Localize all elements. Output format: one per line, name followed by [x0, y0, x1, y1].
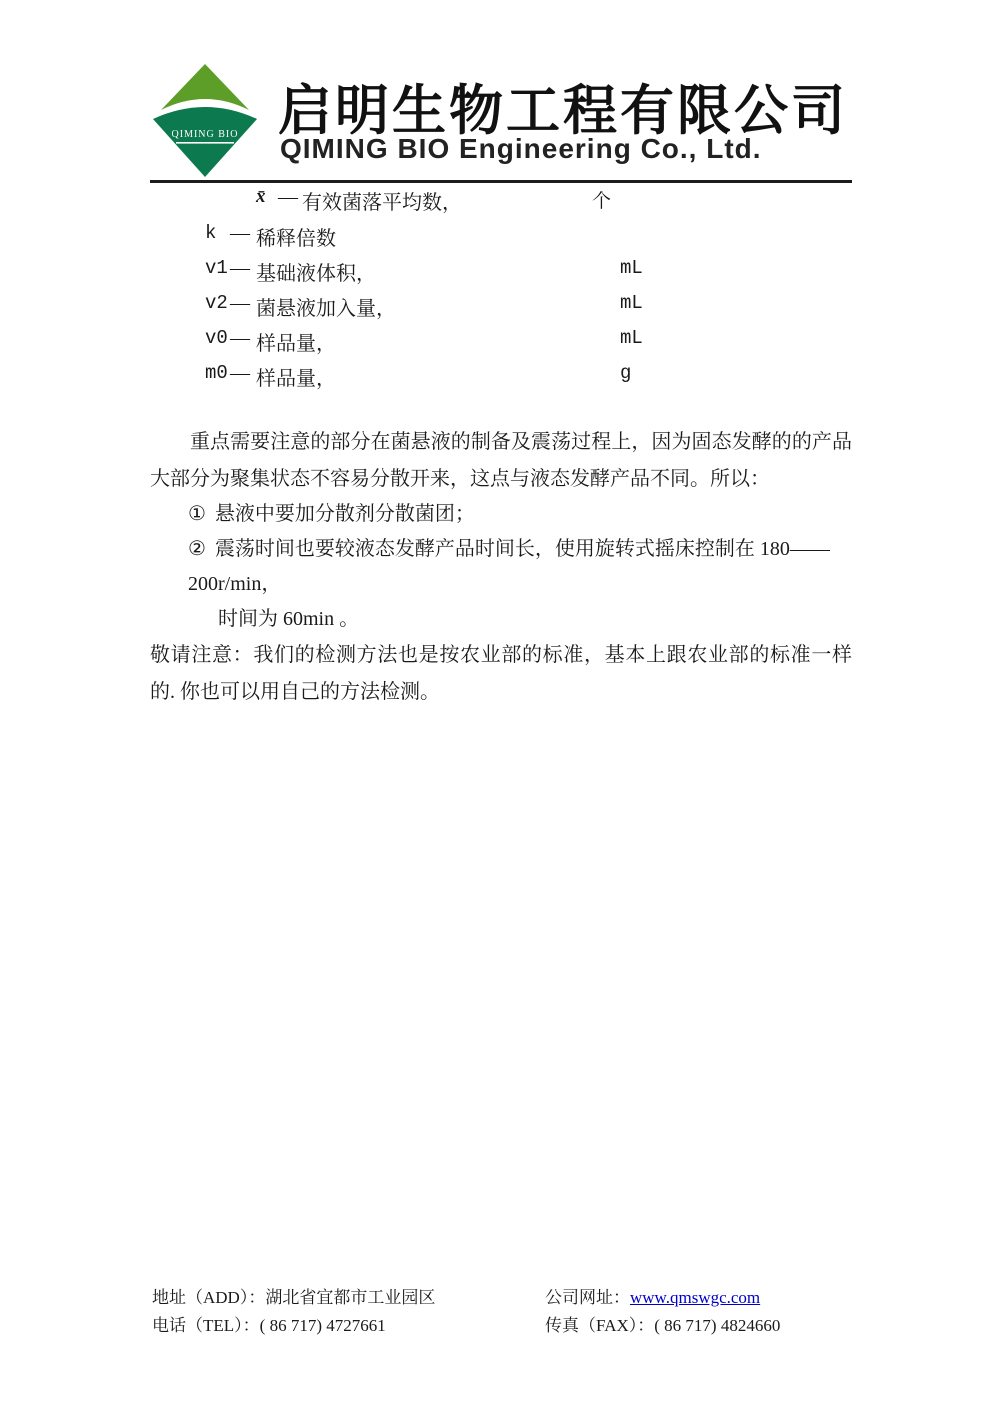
company-title-en: QIMING BIO Engineering Co., Ltd. — [280, 133, 762, 164]
variable-desc: 基础液体积， — [256, 263, 376, 285]
footer-address: 地址（ADD）：湖北省宜都市工业园区 — [152, 1288, 436, 1307]
variable-unit: g — [620, 362, 632, 384]
variable-desc: 有效菌落平均数， — [302, 192, 462, 214]
footer-website-link[interactable]: www.qmswgc.com — [630, 1288, 761, 1307]
variable-symbol: x̄ — [256, 186, 266, 207]
logo-diamond-icon — [152, 62, 258, 179]
footer-fax: 传真（FAX）：( 86 717) 4824660 — [545, 1316, 781, 1335]
variable-unit: mL — [620, 327, 643, 349]
variable-symbol: v1 — [205, 257, 228, 279]
footer-left-column — [152, 1284, 435, 1340]
variable-row-k — [150, 222, 852, 252]
list-item-1 — [188, 497, 852, 532]
logo-underline — [176, 142, 234, 144]
variable-dash: — — [230, 257, 250, 279]
footer-telephone: 电话（TEL）：( 86 717) 4727661 — [152, 1316, 386, 1335]
variable-desc: 菌悬液加入量， — [256, 298, 396, 320]
paragraph-note: 敬请注意：我们的检测方法也是按农业部的标准，基本上跟农业部的标准一样的. 你也可以用自己的方法检测。 — [150, 644, 852, 703]
list-text-2-line1: 震荡时间也要较液态发酵产品时间长，使用旋转式摇床控制在 180——200r/min， — [188, 538, 830, 595]
company-title-zh: 启明生物工程有限公司 — [278, 81, 848, 141]
header-divider — [150, 180, 852, 183]
variable-desc: 样品量， — [256, 368, 336, 390]
variable-row-v2 — [150, 292, 852, 322]
variable-dash: — — [230, 222, 250, 244]
list-text-1: 悬液中要加分散剂分散菌团； — [214, 503, 475, 525]
list-text-2-line2: 时间为 60min 。 — [218, 608, 360, 630]
variable-row-v1 — [150, 257, 852, 287]
list-marker-1: ① — [188, 503, 206, 525]
variable-symbol: v0 — [205, 327, 228, 349]
paragraph-main: 重点需要注意的部分在菌悬液的制备及震荡过程上，因为固态发酵的的产品大部分为聚集状态不容易分散开来，这点与液态发酵产品不同。所以： — [150, 431, 852, 490]
variable-dash: — — [230, 292, 250, 314]
variable-row-v0 — [150, 327, 852, 357]
company-logo — [152, 62, 258, 179]
variable-desc: 样品量， — [256, 333, 336, 355]
variable-desc: 稀释倍数 — [256, 228, 336, 250]
list-item-2 — [188, 532, 852, 637]
variable-dash: — — [278, 186, 298, 208]
variable-symbol: k — [205, 222, 217, 244]
logo-top-triangle — [161, 64, 249, 110]
list-marker-2: ② — [188, 538, 206, 560]
variable-row-m0 — [150, 362, 852, 392]
variable-dash: — — [230, 362, 250, 384]
variable-row-xbar — [150, 186, 852, 216]
footer-website-label: 公司网址： — [545, 1288, 630, 1307]
variable-unit: 个 — [592, 191, 612, 212]
variable-dash: — — [230, 327, 250, 349]
footer-website-line — [545, 1284, 780, 1312]
variable-unit: mL — [620, 292, 643, 314]
variable-symbol: m0 — [205, 362, 228, 384]
footer-right-column — [545, 1284, 780, 1340]
logo-abbr-text: QIMING BIO — [171, 129, 239, 140]
variable-unit: mL — [620, 257, 643, 279]
variable-symbol: v2 — [205, 292, 228, 314]
